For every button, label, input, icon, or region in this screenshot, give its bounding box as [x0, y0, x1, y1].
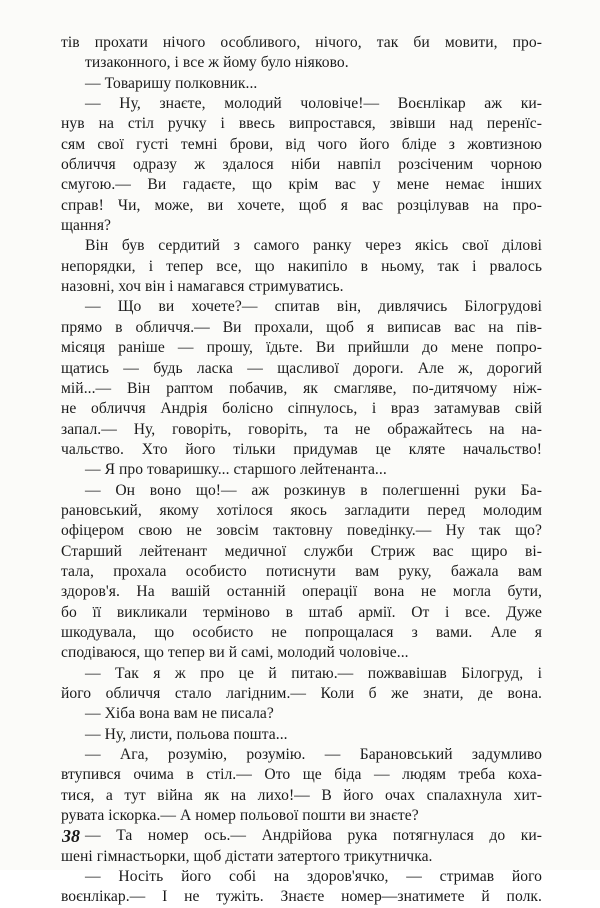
text-line: смугою.— Ви гадаєте, що крім вас у мене немає інших: [61, 176, 542, 194]
text-line: — Я про товаришку... старшого лейтенанта...: [85, 461, 387, 479]
text-line: непорядки, і тепер все, що накипіло в ньому, так і рвалось: [61, 257, 542, 275]
text-line: рувата іскорка.— А номер польової пошти ви знаєте?: [61, 807, 419, 825]
text-line: мій...— Він раптом побачив, як смагляве, по-дитячому ніж-: [61, 379, 542, 397]
text-line: сям свої густі темні брови, від чого його бліде з жовтизною: [61, 135, 542, 153]
text-line: Він був сердитий з самого ранку через якісь свої ділові: [85, 237, 542, 255]
text-line: назовні, хоч він і намагався стримуватись.: [61, 278, 344, 296]
text-line: — Ну, листи, польова пошта...: [85, 725, 288, 743]
text-line: обличчя одразу ж здалося ніби навпіл розсіченим чорною: [61, 156, 542, 174]
text-line: нув на стіл ручку і ввесь випростався, звівши над перенїс-: [61, 115, 542, 133]
text-line: рановський, якому хотілося якось загладити перед молодим: [61, 501, 542, 519]
text-line: втупився очима в стіл.— Ото ще біда — людям треба коха-: [61, 766, 542, 784]
text-line: тала, прохала особисто потиснути вам руку, бажала вам: [61, 562, 542, 580]
text-line: — Товаришу полковник...: [85, 74, 258, 92]
text-line: бо її викликали терміново в штаб армії. От і все. Дуже: [61, 603, 542, 621]
text-line: — Носіть його собі на здоров'ячко, — стримав його: [85, 868, 542, 886]
text-line: офіцером свою не зовсім тактовну поведінку.— Ну так що?: [61, 522, 542, 540]
text-line: тів прохати нічого особливого, нічого, так би мовити, про-: [61, 34, 542, 51]
text-line: не обличчя Андрія болісно сіпнулось, і враз затамував свій: [61, 400, 542, 418]
text-line: його обличчя стало лагідним.— Коли б же знати, де вона.: [61, 685, 542, 702]
text-line: здоров'я. На вашій останній операції вона не могла бути,: [61, 583, 542, 601]
text-line: чальство. Хто його тільки придумав це кляте начальство!: [61, 440, 542, 458]
text-line: Старший лейтенант медичної служби Стриж вас щиро ві-: [61, 542, 542, 560]
text-line: тизаконного, і все ж йому було ніяково.: [85, 54, 349, 72]
text-line: — Та номер ось.— Андрійова рука потягнулася до ки-: [85, 827, 542, 845]
text-line: — Он воно що!— аж розкинув в полегшенні руки Ба-: [85, 481, 542, 499]
text-line: — Ага, розумію, розумію. — Барановський задумливо: [85, 746, 542, 764]
text-line: — Хіба вона вам не писала?: [85, 705, 274, 723]
page-number: 38: [62, 826, 80, 846]
text-line: воєнлікар.— І не тужіть. Знаєте номер—знатимете й полк.: [61, 888, 542, 906]
text-line: щання?: [61, 217, 112, 235]
text-line: справ! Чи, може, ви хочете, щоб я вас розцілував на про-: [61, 196, 542, 214]
text-line: — Так я ж про це й питаю.— пожвавішав Білогруд, і: [85, 664, 542, 682]
text-line: — Що ви хочете?— спитав він, дивлячись Білогрудові: [85, 298, 542, 316]
text-line: запал.— Ну, говоріть, говоріть, та не ображайтесь на на-: [61, 420, 542, 438]
text-line: шкодувала, що особисто не попрощалася з вами. Але я: [61, 623, 542, 641]
text-line: шені гімнастьорки, щоб дістати затертого трикутничка.: [61, 847, 433, 865]
text-line: сподіваюся, що тепер ви й самі, молодий чоловіче...: [61, 644, 409, 662]
page-body-text: [61, 33, 542, 908]
text-line: — Ну, знаєте, молодий чоловіче!— Воєнлікар аж ки-: [85, 95, 542, 113]
text-line: щатись — будь ласка — щасливої дороги. Але ж, дорогий: [61, 359, 542, 377]
text-line: тися, а тут війна як на лихо!— В його очах спалахнула хит-: [61, 786, 542, 804]
text-line: місяця раніше — прошу, їдьте. Ви прийшли до мене попро-: [61, 339, 542, 357]
text-line: прямо в обличчя.— Ви прохали, щоб я виписав вас на пів-: [61, 318, 542, 336]
